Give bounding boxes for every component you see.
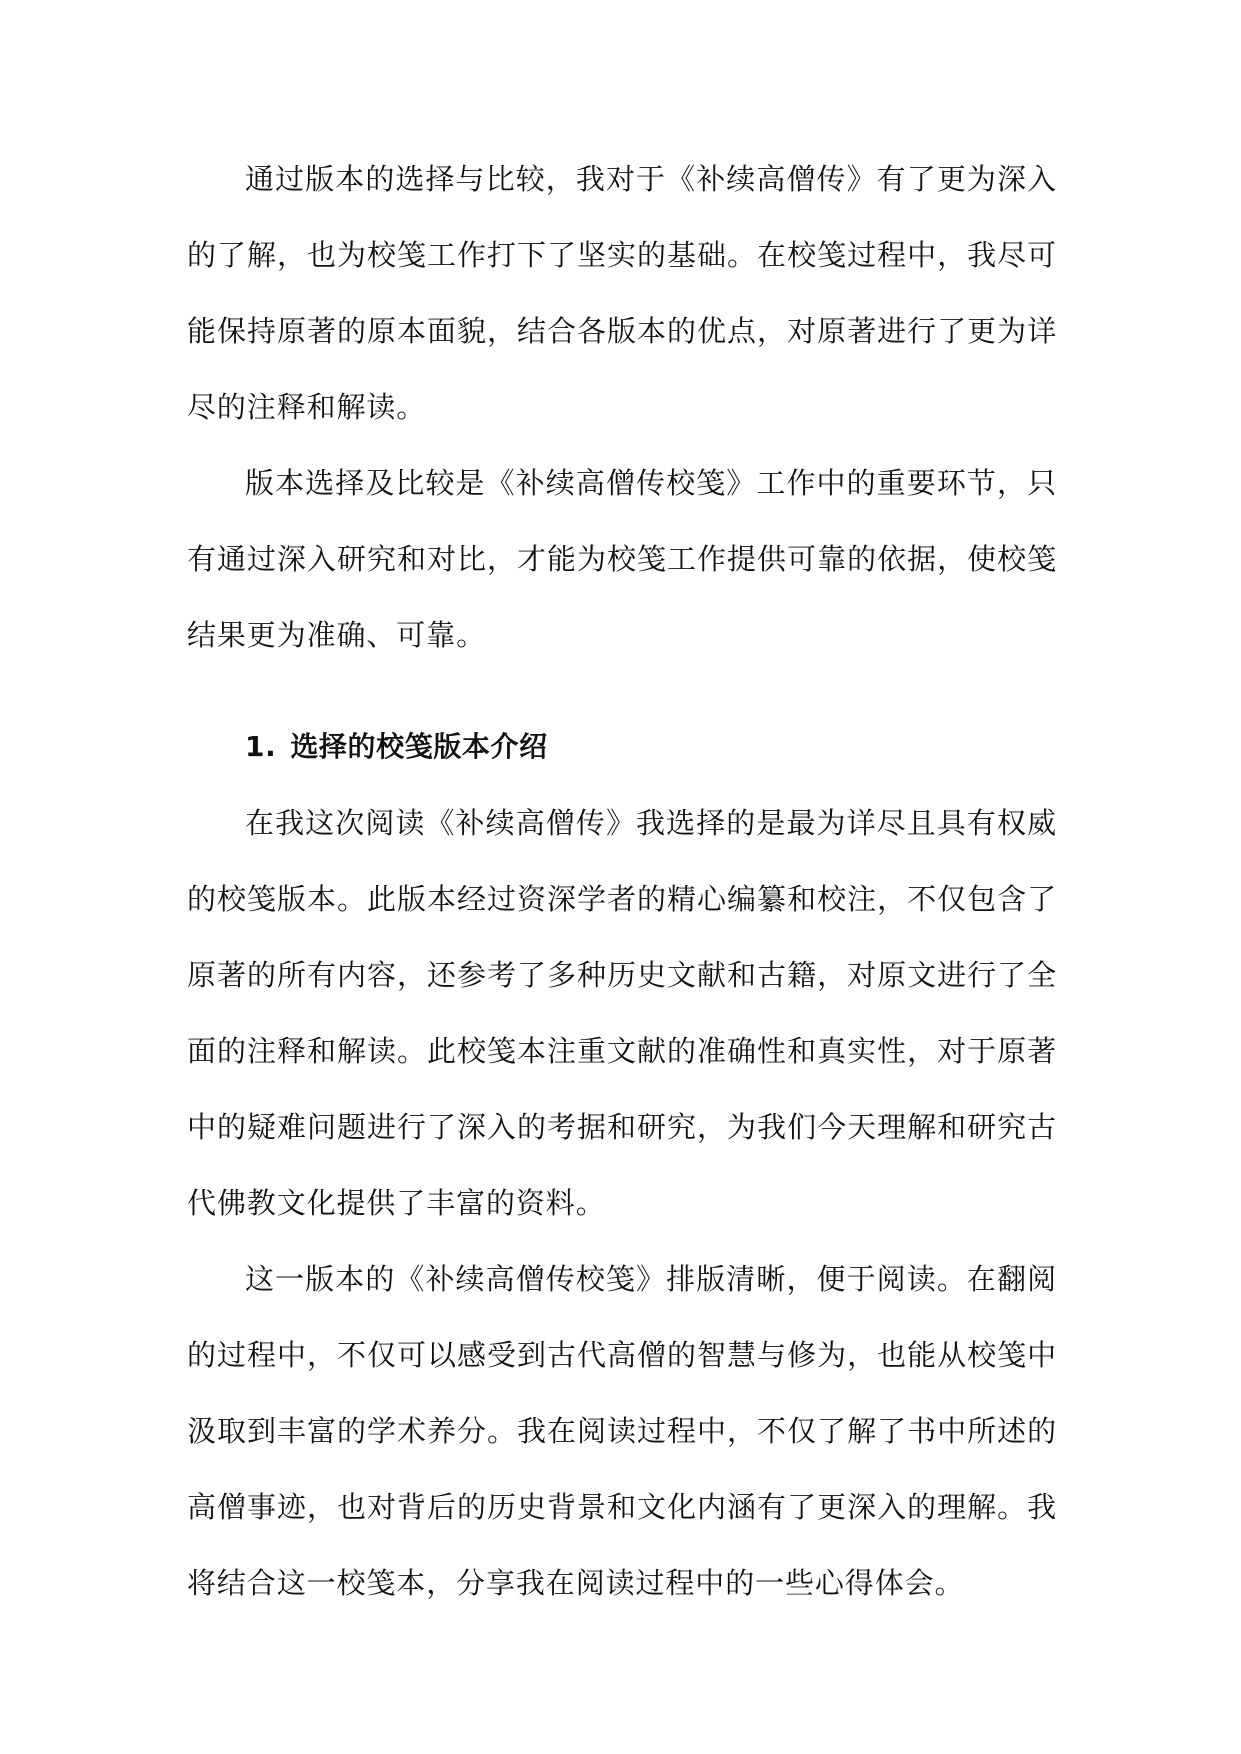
paragraph: 在我这次阅读《补续高僧传》我选择的是最为详尽且具有权威的校笺版本。此版本经过资深学者的精心编纂和校注，不仅包含了原著的所有内容，还参考了多种历史文献和古籍，对原文进行了全面的注释和解读。此校笺本注重文献的准确性和真实性，对于原著中的疑难问题进行了深入的考据和研究，为我们今天理解和研究古代佛教文化提供了丰富的资料。 bbox=[187, 806, 1057, 1220]
section-title: 选择的校笺版本介绍 bbox=[290, 730, 548, 763]
section-number: 1. bbox=[245, 730, 277, 763]
paragraph: 版本选择及比较是《补续高僧传校笺》工作中的重要环节，只有通过深入研究和对比，才能为校笺工作提供可靠的依据，使校笺结果更为准确、可靠。 bbox=[187, 466, 1057, 652]
section-heading bbox=[187, 709, 1057, 785]
document-body bbox=[187, 141, 1057, 1621]
paragraph: 这一版本的《补续高僧传校笺》排版清晰，便于阅读。在翻阅的过程中，不仅可以感受到古代高僧的智慧与修为，也能从校笺中汲取到丰富的学术养分。我在阅读过程中，不仅了解了书中所述的高僧事迹，也对背后的历史背景和文化内涵有了更深入的理解。我将结合这一校笺本，分享我在阅读过程中的一些心得体会。 bbox=[187, 1262, 1057, 1600]
paragraph: 通过版本的选择与比较，我对于《补续高僧传》有了更为深入的了解，也为校笺工作打下了坚实的基础。在校笺过程中，我尽可能保持原著的原本面貌，结合各版本的优点，对原著进行了更为详尽的注释和解读。 bbox=[187, 162, 1057, 424]
